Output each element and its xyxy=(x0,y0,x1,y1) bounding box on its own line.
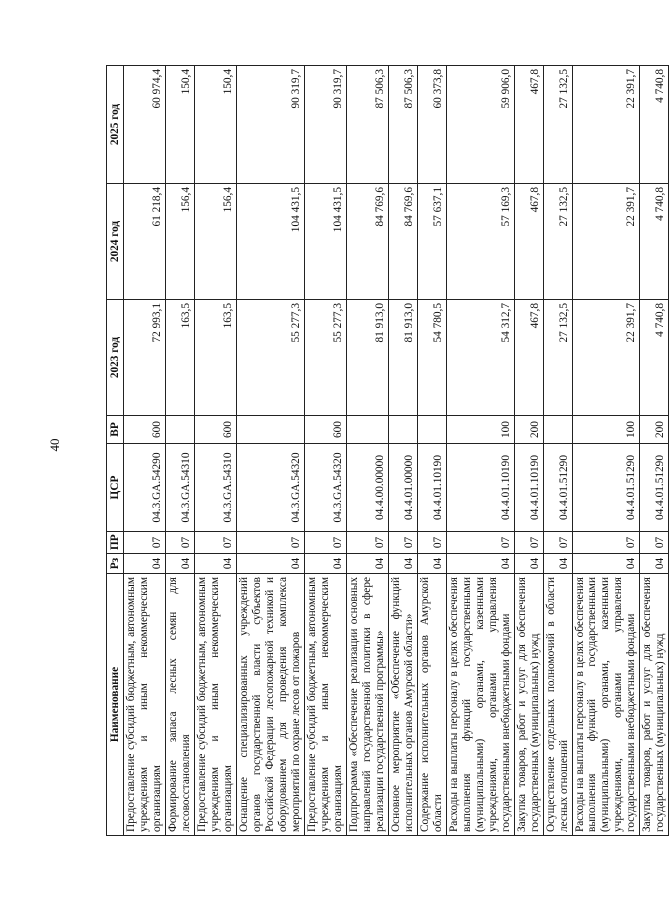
rotated-table-container xyxy=(106,66,667,836)
table-row xyxy=(572,66,640,836)
header-pr: ПР xyxy=(107,532,124,554)
cell-2024: 467,8 xyxy=(514,184,543,300)
table-row xyxy=(346,66,388,836)
table-row xyxy=(236,66,304,836)
cell-csr: 04.4.01.51290 xyxy=(543,444,572,532)
cell-pr: 07 xyxy=(165,532,194,554)
cell-name: Осуществление отдельных полномочий в области лесных отношений xyxy=(543,574,572,836)
cell-rz: 04 xyxy=(194,554,236,574)
cell-2023: 54 312,7 xyxy=(446,300,514,416)
cell-2024: 27 132,5 xyxy=(543,184,572,300)
header-2024: 2024 год xyxy=(107,184,124,300)
header-2023: 2023 год xyxy=(107,300,124,416)
cell-rz: 04 xyxy=(388,554,417,574)
cell-rz: 04 xyxy=(446,554,514,574)
cell-2025: 27 132,5 xyxy=(543,66,572,184)
cell-vr: 600 xyxy=(304,416,346,444)
table-row xyxy=(194,66,236,836)
cell-vr: 100 xyxy=(572,416,640,444)
cell-rz: 04 xyxy=(236,554,304,574)
cell-name: Расходы на выплаты персоналу в целях обеспечения выполнения функций государственными (муниципальными) органами, казенными учреждениями, органами управления государственными внебюджетными фондами xyxy=(446,574,514,836)
cell-vr xyxy=(388,416,417,444)
cell-csr: 04.3.GA.54320 xyxy=(304,444,346,532)
cell-2025: 150,4 xyxy=(165,66,194,184)
table-row xyxy=(165,66,194,836)
cell-csr: 04.3.GA.54310 xyxy=(194,444,236,532)
cell-2024: 57 169,3 xyxy=(446,184,514,300)
cell-csr: 04.4.01.10190 xyxy=(514,444,543,532)
cell-csr: 04.3.GA.54320 xyxy=(236,444,304,532)
cell-rz: 04 xyxy=(304,554,346,574)
table-row xyxy=(388,66,417,836)
cell-csr: 04.4.00.00000 xyxy=(346,444,388,532)
cell-rz: 04 xyxy=(572,554,640,574)
cell-2023: 81 913,0 xyxy=(388,300,417,416)
cell-rz: 04 xyxy=(124,554,166,574)
cell-2023: 467,8 xyxy=(514,300,543,416)
cell-pr: 07 xyxy=(640,532,669,554)
table-body xyxy=(124,66,669,836)
cell-pr: 07 xyxy=(446,532,514,554)
cell-name: Подпрограмма «Обеспечение реализации основных направлений государственной политики в сфере реализации государственной программы» xyxy=(346,574,388,836)
cell-vr: 100 xyxy=(446,416,514,444)
cell-csr: 04.3.GA.54310 xyxy=(165,444,194,532)
cell-2023: 22 391,7 xyxy=(572,300,640,416)
cell-2024: 61 218,4 xyxy=(124,184,166,300)
cell-vr xyxy=(543,416,572,444)
cell-pr: 07 xyxy=(543,532,572,554)
cell-pr: 07 xyxy=(304,532,346,554)
cell-2025: 60 974,4 xyxy=(124,66,166,184)
cell-2023: 27 132,5 xyxy=(543,300,572,416)
header-2025: 2025 год xyxy=(107,66,124,184)
cell-2024: 84 769,6 xyxy=(346,184,388,300)
cell-2024: 104 431,5 xyxy=(304,184,346,300)
table-row xyxy=(304,66,346,836)
cell-2024: 57 637,1 xyxy=(417,184,446,300)
cell-name: Закупка товаров, работ и услуг для обеспечения государственных (муниципальных) нужд xyxy=(514,574,543,836)
cell-2023: 55 277,3 xyxy=(304,300,346,416)
cell-pr: 07 xyxy=(388,532,417,554)
cell-2023: 72 993,1 xyxy=(124,300,166,416)
table-header-row xyxy=(107,66,124,836)
cell-pr: 07 xyxy=(417,532,446,554)
cell-pr: 07 xyxy=(346,532,388,554)
cell-name: Предоставление субсидий бюджетным, автономным учреждениям и иным некоммерческим организациям xyxy=(124,574,166,836)
cell-2023: 55 277,3 xyxy=(236,300,304,416)
cell-2024: 104 431,5 xyxy=(236,184,304,300)
cell-pr: 07 xyxy=(572,532,640,554)
cell-rz: 04 xyxy=(640,554,669,574)
cell-name: Предоставление субсидий бюджетным, автономным учреждениям и иным некоммерческим организациям xyxy=(304,574,346,836)
cell-2024: 22 391,7 xyxy=(572,184,640,300)
cell-csr: 04.4.01.51290 xyxy=(640,444,669,532)
cell-vr: 600 xyxy=(194,416,236,444)
cell-pr: 07 xyxy=(194,532,236,554)
cell-pr: 07 xyxy=(124,532,166,554)
cell-2025: 90 319,7 xyxy=(236,66,304,184)
cell-2025: 90 319,7 xyxy=(304,66,346,184)
cell-csr: 04.4.01.10190 xyxy=(446,444,514,532)
cell-vr xyxy=(417,416,446,444)
cell-2023: 54 780,5 xyxy=(417,300,446,416)
cell-vr: 200 xyxy=(640,416,669,444)
table-row xyxy=(543,66,572,836)
cell-csr: 04.4.01.51290 xyxy=(572,444,640,532)
cell-rz: 04 xyxy=(543,554,572,574)
cell-2025: 60 373,8 xyxy=(417,66,446,184)
cell-2023: 81 913,0 xyxy=(346,300,388,416)
cell-rz: 04 xyxy=(346,554,388,574)
cell-rz: 04 xyxy=(417,554,446,574)
cell-2024: 156,4 xyxy=(165,184,194,300)
cell-vr xyxy=(346,416,388,444)
budget-table xyxy=(106,65,669,836)
cell-vr: 200 xyxy=(514,416,543,444)
cell-csr: 04.4.01.00000 xyxy=(388,444,417,532)
table-row xyxy=(417,66,446,836)
cell-pr: 07 xyxy=(514,532,543,554)
header-name: Наименование xyxy=(107,574,124,836)
table-row xyxy=(514,66,543,836)
table-row xyxy=(640,66,669,836)
cell-name: Основное мероприятие «Обеспечение функций исполнительных органов Амурской области» xyxy=(388,574,417,836)
cell-csr: 04.4.01.10190 xyxy=(417,444,446,532)
cell-name: Закупка товаров, работ и услуг для обеспечения государственных (муниципальных) нужд xyxy=(640,574,669,836)
header-vr: ВР xyxy=(107,416,124,444)
table-row xyxy=(446,66,514,836)
cell-rz: 04 xyxy=(514,554,543,574)
page-number: 40 xyxy=(47,438,62,452)
cell-2023: 4 740,8 xyxy=(640,300,669,416)
cell-vr xyxy=(165,416,194,444)
table-row xyxy=(124,66,166,836)
cell-vr: 600 xyxy=(124,416,166,444)
header-rz: Рз xyxy=(107,554,124,574)
cell-2024: 84 769,6 xyxy=(388,184,417,300)
cell-vr xyxy=(236,416,304,444)
cell-2025: 87 506,3 xyxy=(388,66,417,184)
cell-name: Оснащение специализированных учреждений органов государственной власти субъектов Российской Федерации лесопожарной техникой и оборудованием для проведения комплекса мероприятий по охране лесов от пожаров xyxy=(236,574,304,836)
cell-2025: 467,8 xyxy=(514,66,543,184)
cell-2023: 163,5 xyxy=(194,300,236,416)
cell-name: Расходы на выплаты персоналу в целях обеспечения выполнения функций государственными (муниципальными) органами, казенными учреждениями, органами управления государственными внебюджетными фондами xyxy=(572,574,640,836)
cell-pr: 07 xyxy=(236,532,304,554)
cell-2023: 163,5 xyxy=(165,300,194,416)
header-csr: ЦСР xyxy=(107,444,124,532)
cell-2025: 59 906,0 xyxy=(446,66,514,184)
cell-2024: 156,4 xyxy=(194,184,236,300)
cell-csr: 04.3.GA.54290 xyxy=(124,444,166,532)
cell-2024: 4 740,8 xyxy=(640,184,669,300)
cell-2025: 150,4 xyxy=(194,66,236,184)
cell-name: Формирование запаса лесных семян для лесовосстановления xyxy=(165,574,194,836)
cell-rz: 04 xyxy=(165,554,194,574)
cell-name: Предоставление субсидий бюджетным, автономным учреждениям и иным некоммерческим организациям xyxy=(194,574,236,836)
cell-2025: 87 506,3 xyxy=(346,66,388,184)
cell-name: Содержание исполнительных органов Амурской области xyxy=(417,574,446,836)
cell-2025: 4 740,8 xyxy=(640,66,669,184)
cell-2025: 22 391,7 xyxy=(572,66,640,184)
